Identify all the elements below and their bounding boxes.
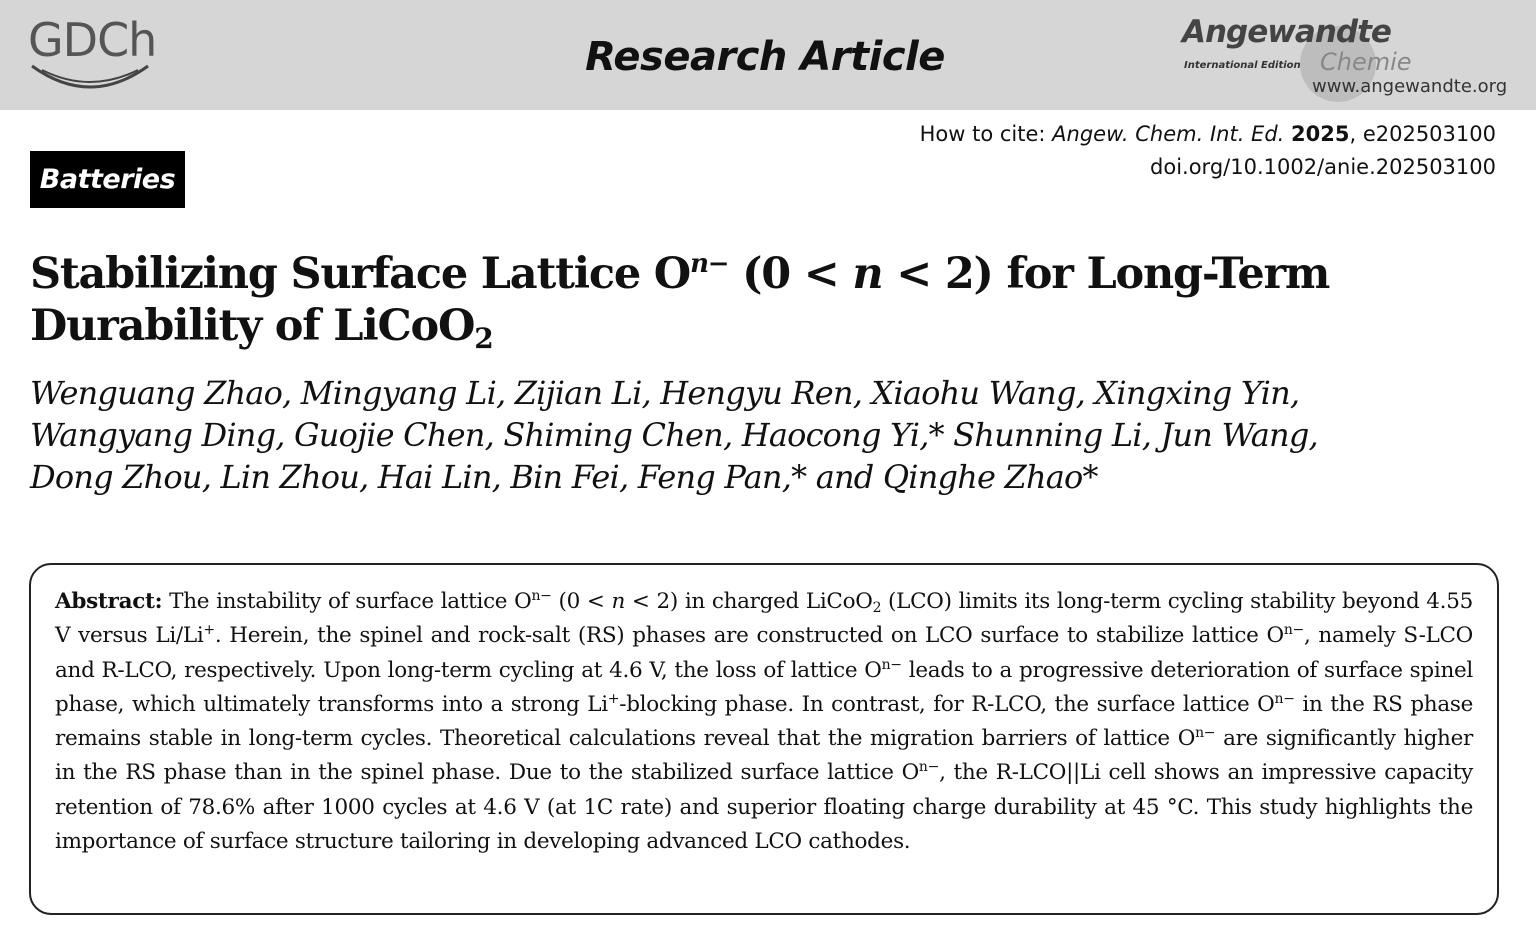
angewandte-logo: [1176, 10, 1506, 102]
author-line: Wangyang Ding, Guojie Chen, Shiming Chen, Haocong Yi,* Shunning Li, Jun Wang,: [30, 416, 1318, 454]
author-line: Dong Zhou, Lin Zhou, Hai Lin, Bin Fei, Feng Pan,* and Qinghe Zhao*: [30, 458, 1098, 496]
how-to-cite: How to cite: Angew. Chem. Int. Ed. 2025, e202503100: [919, 122, 1496, 146]
logo-name: Angewandte: [1182, 14, 1391, 50]
topic-badge: Batteries: [30, 151, 185, 208]
gdch-arc-icon: [28, 60, 152, 100]
article-title: Stabilizing Surface Lattice $O^{n-}$ (0 < n < 2) for Long-Term Durability of LiCoO$_2$: [30, 249, 1330, 355]
author-line: Wenguang Zhao, Mingyang Li, Zijian Li, Hengyu Ren, Xiaohu Wang, Xingxing Yin,: [30, 374, 1300, 412]
logo-edition: International Edition: [1184, 60, 1301, 71]
section-label: Research Article: [585, 34, 945, 80]
doi-link[interactable]: doi.org/10.1002/anie.202503100: [1150, 155, 1496, 179]
gdch-logo-text: GDCh: [28, 13, 157, 67]
journal-url[interactable]: www.angewandte.org: [1312, 76, 1508, 97]
gdch-logo: [28, 14, 158, 86]
abstract-text: Abstract: The instability of surface lattice $O^{n-}$ (0 < n < 2) in charged LiCoO$_2$ (LCO) limits its long-term cycling stability beyond 4.55 V versus Li/Li+. Herein, the spinel and rock-salt (RS) phases are constructed on LCO surface to stabilize lattice $O^{n-}$, namely S-LCO and R-LCO, respectively. Upon long-term cycling at 4.6 V, the loss of lattice $O^{n-}$ leads to a progressive deterioration of surface spinel phase, which ultimately transforms into a strong Li+-blocking phase. In contrast, for R-LCO, the surface lattice $O^{n-}$ in the RS phase remains stable in long-term cycles. Theoretical calculations reveal that the migration barriers of lattice $O^{n-}$ are significantly higher in the RS phase than in the spinel phase. Due to the stabilized surface lattice $O^{n-}$, the R-LCO||Li cell shows an impressive capacity retention of 78.6% after 1000 cycles at 4.6 V (at 1C rate) and superior floating charge durability at 45 °C. This study highlights the importance of surface structure tailoring in developing advanced LCO cathodes.: [55, 588, 1474, 855]
logo-sub: Chemie: [1320, 48, 1412, 76]
author-list: [30, 372, 1510, 498]
journal-header: [0, 0, 1536, 110]
citation-block: [920, 118, 1496, 184]
abstract-label: Abstract:: [55, 589, 163, 614]
abstract-box: [29, 563, 1499, 915]
